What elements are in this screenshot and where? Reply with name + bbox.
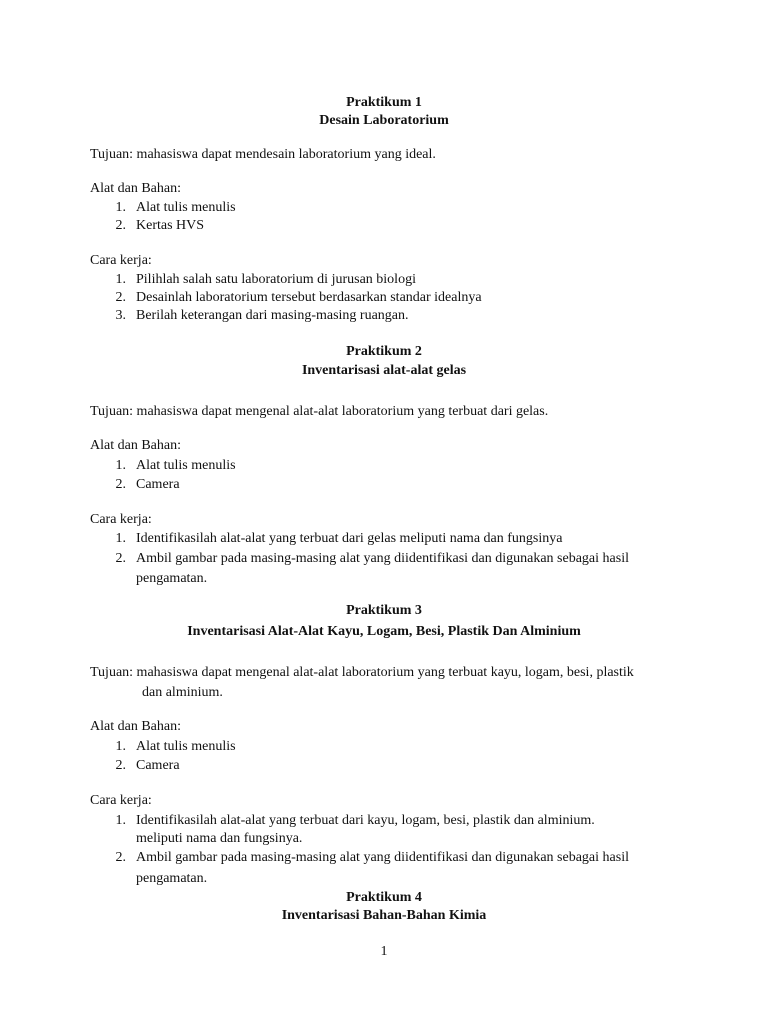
list-item: Ambil gambar pada masing-masing alat yang diidentifikasi dan digunakan sebagai hasil [136,850,629,865]
list-number: 1. [115,739,126,754]
list-item: Identifikasilah alat-alat yang terbuat dari kayu, logam, besi, plastik dan alminium. [136,813,595,828]
section-3-subheading: Inventarisasi Alat-Alat Kayu, Logam, Besi, Plastik Dan Alminium [187,624,581,639]
page-number: 1 [380,944,388,959]
section-1-cara-label: Cara kerja: [90,253,152,268]
section-2-cara-label: Cara kerja: [90,512,152,527]
list-number: 1. [115,813,126,828]
list-number: 2. [115,551,126,566]
list-number: 2. [115,850,126,865]
list-number: 1. [115,531,126,546]
section-3-cara-label: Cara kerja: [90,793,152,808]
section-3-tujuan-continuation: dan alminium. [142,685,223,700]
section-1-subheading: Desain Laboratorium [319,113,449,128]
list-number: 2. [115,758,126,773]
list-item: Camera [136,477,180,492]
section-4-heading: Praktikum 4 [346,890,422,905]
list-item: Alat tulis menulis [136,200,236,215]
section-4-subheading: Inventarisasi Bahan-Bahan Kimia [281,908,487,923]
section-2-tujuan: Tujuan: mahasiswa dapat mengenal alat-alat laboratorium yang terbuat dari gelas. [90,404,549,419]
list-item: Berilah keterangan dari masing-masing ruangan. [136,308,409,323]
list-item: Alat tulis menulis [136,458,236,473]
list-item: Kertas HVS [136,218,205,233]
list-item: Alat tulis menulis [136,739,236,754]
section-1-tujuan: Tujuan: mahasiswa dapat mendesain laboratorium yang ideal. [90,147,436,162]
list-number: 2. [115,477,126,492]
list-number: 3. [115,308,126,323]
list-item: Identifikasilah alat-alat yang terbuat dari gelas meliputi nama dan fungsinya [136,531,563,546]
section-2-subheading: Inventarisasi alat-alat gelas [301,363,467,378]
list-item: Ambil gambar pada masing-masing alat yang diidentifikasi dan digunakan sebagai hasil [136,551,629,566]
list-number: 1. [115,272,126,287]
section-3-alat-label: Alat dan Bahan: [90,719,181,734]
list-item-continuation: pengamatan. [136,571,208,586]
section-1-alat-label: Alat dan Bahan: [90,181,181,196]
list-number: 2. [115,290,126,305]
list-item: Pilihlah salah satu laboratorium di jurusan biologi [136,272,416,287]
section-3-tujuan: Tujuan: mahasiswa dapat mengenal alat-alat laboratorium yang terbuat kayu, logam, besi, plastik [90,665,634,680]
section-2-alat-label: Alat dan Bahan: [90,438,181,453]
section-3-heading: Praktikum 3 [346,603,422,618]
list-number: 1. [115,200,126,215]
list-item: Desainlah laboratorium tersebut berdasarkan standar idealnya [136,290,482,305]
section-2-heading: Praktikum 2 [346,344,422,359]
section-1-heading: Praktikum 1 [346,95,422,110]
list-number: 1. [115,458,126,473]
list-item-continuation: meliputi nama dan fungsinya. [136,831,303,846]
list-number: 2. [115,218,126,233]
list-item-continuation: pengamatan. [136,871,208,886]
list-item: Camera [136,758,180,773]
